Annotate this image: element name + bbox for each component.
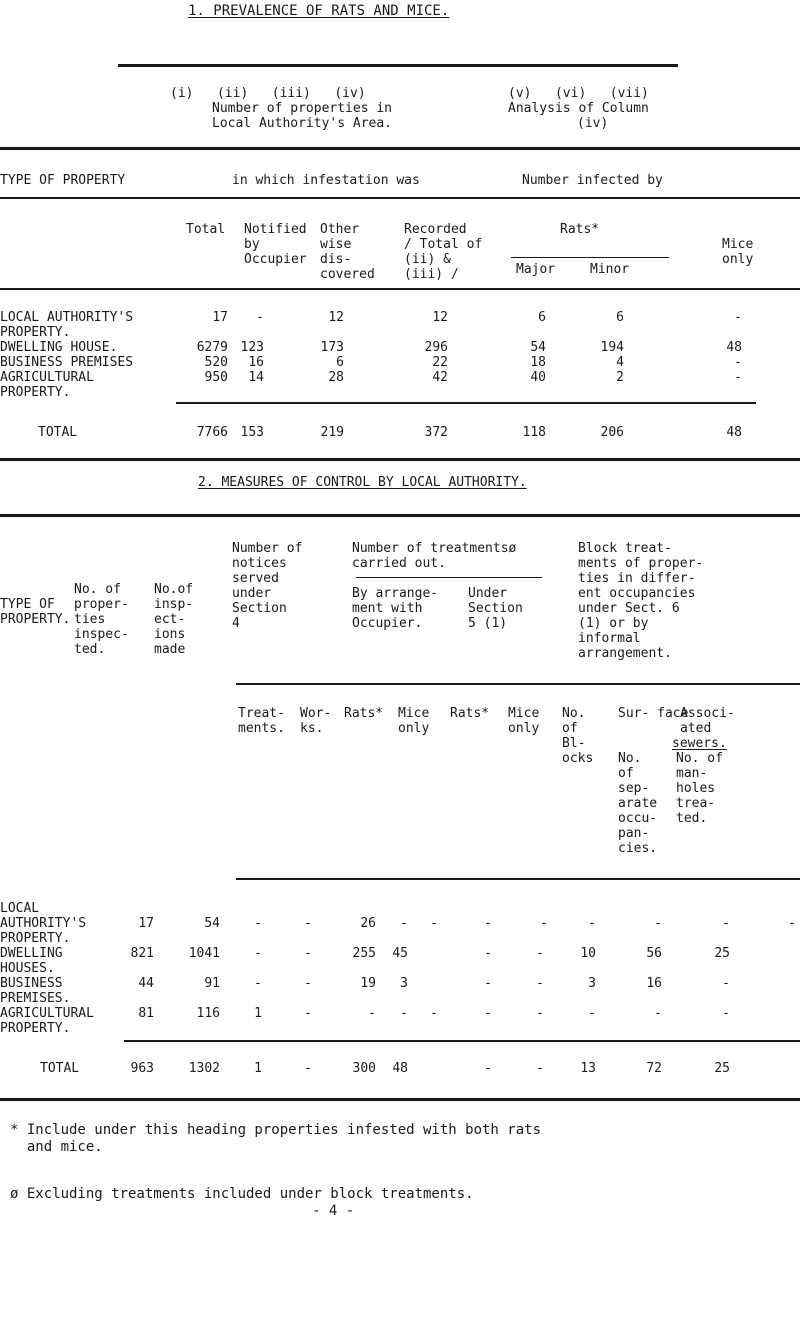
cell-other: 219 — [320, 425, 344, 440]
cell-works: - — [400, 916, 408, 931]
table2-header-bottom-rule — [236, 878, 800, 880]
cell-mice: 48 — [726, 425, 742, 440]
table1-col-numbers-right: (v) (vi) (vii) — [508, 86, 649, 101]
h-major: Major — [516, 262, 556, 277]
cell-mice: - — [734, 310, 742, 325]
cell-props: 44 — [138, 976, 154, 991]
cell-rats: - — [484, 976, 492, 991]
h-notified: Notified by Occupier — [244, 222, 307, 267]
treatments-subheading-rule — [356, 577, 542, 578]
h-mice-only: Mice only — [398, 706, 430, 736]
cell-rats: - — [484, 1061, 492, 1076]
h-no-of-manholes: No. of man- holes trea- ted. — [676, 751, 723, 826]
row-label: DWELLING HOUSE. — [0, 340, 118, 355]
cell-major: 18 — [530, 355, 546, 370]
h-rats-2: Rats* — [450, 706, 490, 721]
cell-rats-2: - — [536, 1006, 544, 1021]
cell-rats: - — [430, 916, 438, 931]
table1-title: 1. PREVALENCE OF RATS AND MICE. — [188, 3, 450, 19]
h-minor: Minor — [590, 262, 630, 277]
page-number: - 4 - — [312, 1203, 355, 1219]
cell-arrangement: - — [304, 1006, 312, 1021]
h-under-section-5: Under Section 5 (1) — [468, 586, 523, 631]
row-label: DWELLING HOUSES. — [0, 946, 63, 976]
h-no-of-separate-occupancies: No. of sep- arate occu- pan- cies. — [618, 751, 658, 856]
cell-notices: - — [254, 916, 262, 931]
row-label: AGRICULTURAL PROPERTY. — [0, 370, 94, 400]
cell-notices: 1 — [254, 1006, 262, 1021]
cell-works: 45 — [392, 946, 408, 961]
cell-props: 821 — [130, 946, 154, 961]
cell-manholes: - — [788, 916, 796, 931]
number-infected-by-heading: Number infected by — [522, 173, 663, 188]
cell-blocks: - — [654, 916, 662, 931]
row-label: AGRICULTURAL PROPERTY. — [0, 1006, 94, 1036]
h-no-of-inspections: No.of insp- ect- ions made — [154, 582, 194, 657]
cell-recorded: 42 — [432, 370, 448, 385]
h-treatments: Treat- ments. — [238, 706, 285, 736]
cell-other: 28 — [328, 370, 344, 385]
cell-mice-2: - — [588, 1006, 596, 1021]
cell-major: 118 — [522, 425, 546, 440]
cell-minor: 194 — [600, 340, 624, 355]
table1-col-numbers-left: (i) (ii) (iii) (iv) — [170, 86, 366, 101]
analysis-of-column-label: Analysis of Column — [508, 101, 649, 116]
cell-rats-2: 13 — [580, 1061, 596, 1076]
table2-top-rule — [0, 514, 800, 517]
cell-arrangement: - — [304, 976, 312, 991]
cell-blocks: - — [654, 1006, 662, 1021]
cell-props: 81 — [138, 1006, 154, 1021]
cell-recorded: 12 — [432, 310, 448, 325]
row-label: LOCAL AUTHORITY'S PROPERTY. — [0, 310, 134, 340]
cell-insp: 91 — [204, 976, 220, 991]
cell-mice: 48 — [726, 340, 742, 355]
cell-other: 12 — [328, 310, 344, 325]
cell-rats: - — [430, 1006, 438, 1021]
table1-total-rule — [176, 402, 756, 404]
type-of-property-heading: TYPE OF PROPERTY — [0, 173, 126, 188]
cell-rats-2: 3 — [588, 976, 596, 991]
cell-treatments: 300 — [352, 1061, 376, 1076]
total-label: TOTAL — [40, 1061, 80, 1076]
row-label: BUSINESS PREMISES. — [0, 976, 71, 1006]
table2-header-rule — [236, 683, 800, 685]
h-notices-served: Number of notices served under Section 4 — [232, 541, 303, 631]
cell-mice: - — [734, 355, 742, 370]
cell-mice: - — [484, 1006, 492, 1021]
h-works: Wor- ks. — [300, 706, 332, 736]
cell-major: 54 — [530, 340, 546, 355]
cell-notices: 1 — [254, 1061, 262, 1076]
cell-treatments: - — [368, 1006, 376, 1021]
cell-insp: 116 — [196, 1006, 220, 1021]
table2-title: 2. MEASURES OF CONTROL BY LOCAL AUTHORITY. — [198, 475, 527, 490]
total-label: TOTAL — [38, 425, 78, 440]
cell-treatments: 19 — [360, 976, 376, 991]
cell-rats-2: - — [540, 916, 548, 931]
h-rats: Rats* — [344, 706, 384, 721]
number-of-properties-label: Number of properties in — [212, 101, 393, 116]
footnote-phi: ø Excluding treatments included under block treatments. — [10, 1186, 474, 1202]
cell-mice: - — [484, 916, 492, 931]
cell-rats: - — [484, 946, 492, 961]
cell-minor: 4 — [616, 355, 624, 370]
cell-other: 6 — [336, 355, 344, 370]
h-total: Total — [186, 222, 226, 237]
footnote-star: * Include under this heading properties infested with both rats and mice. — [10, 1122, 542, 1155]
cell-minor: 206 — [600, 425, 624, 440]
table1-top-rule — [118, 64, 678, 67]
cell-arrangement: - — [304, 916, 312, 931]
row-label: LOCAL AUTHORITY'S PROPERTY. — [0, 901, 87, 946]
cell-mice-2: - — [588, 916, 596, 931]
row-label: BUSINESS PREMISES — [0, 355, 134, 370]
cell-treatments: 26 — [360, 916, 376, 931]
cell-minor: 6 — [616, 310, 624, 325]
h-no-of-properties: No. of proper- ties inspec- ted. — [74, 582, 129, 657]
cell-major: 40 — [530, 370, 546, 385]
cell-minor: 2 — [616, 370, 624, 385]
cell-blocks: 56 — [646, 946, 662, 961]
cell-recorded: 22 — [432, 355, 448, 370]
cell-arrangement: - — [304, 946, 312, 961]
in-which-infestation-heading: in which infestation was — [232, 173, 420, 188]
table2-bottom-rule — [0, 1098, 800, 1101]
cell-total: 7766 — [196, 425, 228, 440]
cell-insp: 1302 — [188, 1061, 220, 1076]
cell-props: 17 — [138, 916, 154, 931]
cell-notified: 16 — [248, 355, 264, 370]
cell-recorded: 296 — [424, 340, 448, 355]
cell-works: 48 — [392, 1061, 408, 1076]
cell-notified: 14 — [248, 370, 264, 385]
cell-props: 963 — [130, 1061, 154, 1076]
cell-total: 520 — [204, 355, 228, 370]
cell-sep: 25 — [714, 946, 730, 961]
cell-mice: - — [536, 976, 544, 991]
table1-rule-3 — [0, 197, 800, 199]
cell-other: 173 — [320, 340, 344, 355]
h-number-of-treatments: Number of treatmentsø carried out. — [352, 541, 517, 571]
h-associated: Associ- ated — [680, 706, 735, 736]
table1-rule-4 — [0, 288, 800, 290]
cell-arrangement: - — [304, 1061, 312, 1076]
h-recorded: Recorded / Total of (ii) & (iii) / — [404, 222, 483, 282]
cell-insp: 54 — [204, 916, 220, 931]
cell-works: 3 — [400, 976, 408, 991]
cell-total: 17 — [212, 310, 228, 325]
table2-total-rule — [124, 1040, 800, 1042]
h-no-of-blocks: No. of Bl- ocks — [562, 706, 594, 766]
h-block-treatments: Block treat- ments of proper- ties in differ- ent occupancies under Sect. 6 (1) or by informal arrangement. — [578, 541, 704, 661]
h-other: Other wise dis- covered — [320, 222, 375, 282]
cell-notified: 123 — [240, 340, 264, 355]
cell-mice: - — [536, 946, 544, 961]
cell-insp: 1041 — [188, 946, 220, 961]
cell-total: 950 — [204, 370, 228, 385]
cell-works: - — [400, 1006, 408, 1021]
cell-mice: - — [734, 370, 742, 385]
analysis-col-ref: (iv) — [577, 116, 609, 131]
cell-mice: - — [536, 1061, 544, 1076]
cell-sep: - — [722, 1006, 730, 1021]
cell-sep: - — [722, 916, 730, 931]
cell-rats-2: 10 — [580, 946, 596, 961]
h-type-of-property: TYPE OF PROPERTY. — [0, 597, 71, 627]
cell-recorded: 372 — [424, 425, 448, 440]
cell-blocks: 72 — [646, 1061, 662, 1076]
cell-sep: 25 — [714, 1061, 730, 1076]
cell-notified: - — [256, 310, 264, 325]
table1-rule-2 — [0, 147, 800, 150]
cell-total: 6279 — [196, 340, 228, 355]
cell-sep: - — [722, 976, 730, 991]
cell-notified: 153 — [240, 425, 264, 440]
cell-notices: - — [254, 946, 262, 961]
h-rats: Rats* — [560, 222, 600, 237]
h-surface: Sur- face — [618, 706, 689, 721]
h-by-arrangement: By arrange- ment with Occupier. — [352, 586, 439, 631]
cell-major: 6 — [538, 310, 546, 325]
cell-treatments: 255 — [352, 946, 376, 961]
h-sewers: sewers. — [672, 736, 727, 751]
h-mice-only-2: Mice only — [508, 706, 540, 736]
rats-subheading-rule — [511, 257, 669, 258]
local-authority-area-label: Local Authority's Area. — [212, 116, 393, 131]
h-mice-only: Mice only — [722, 237, 754, 267]
cell-notices: - — [254, 976, 262, 991]
table1-bottom-rule — [0, 458, 800, 461]
cell-blocks: 16 — [646, 976, 662, 991]
